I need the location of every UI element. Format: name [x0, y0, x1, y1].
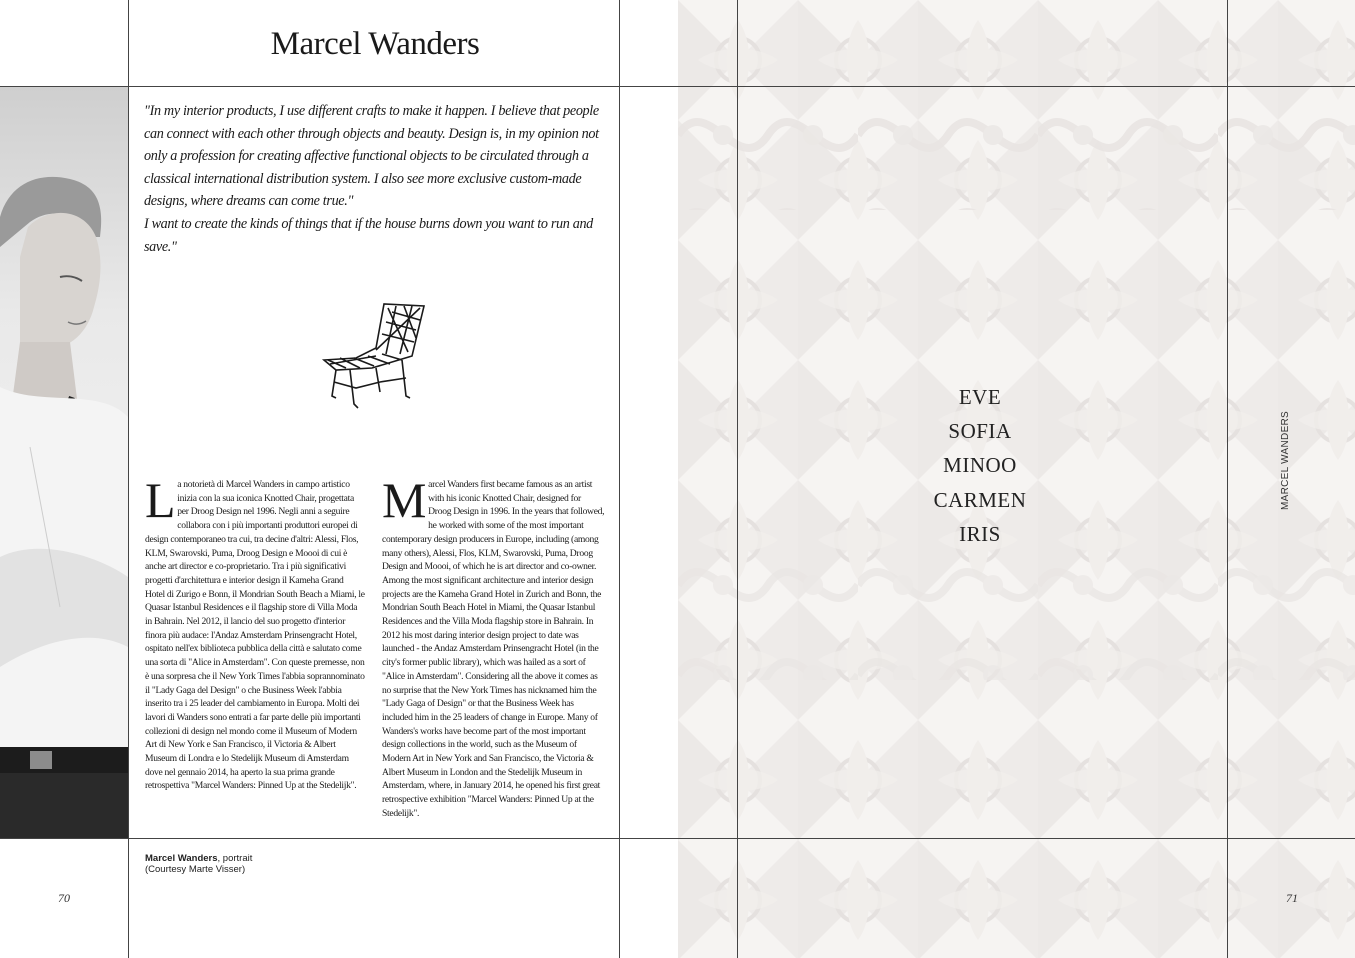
- product-name: IRIS: [959, 521, 1001, 546]
- product-name: SOFIA: [948, 419, 1012, 444]
- english-body-text: [382, 472, 605, 821]
- italian-dropcap: L: [145, 472, 176, 528]
- product-names-list: [905, 380, 1055, 551]
- left-page-number: 70: [58, 891, 70, 905]
- designer-quote: [144, 100, 614, 258]
- grid-line: [1227, 0, 1228, 958]
- italian-body-text: [145, 472, 365, 793]
- product-name: EVE: [958, 385, 1002, 409]
- right-page-number: 71: [1286, 891, 1298, 905]
- english-dropcap: M: [382, 472, 427, 528]
- caption-descriptor: , portrait: [217, 853, 253, 864]
- caption-credit: (Courtesy Marte Visser): [145, 864, 246, 875]
- portrait-illustration: [0, 87, 128, 838]
- grid-line: [619, 0, 620, 958]
- quote-paragraph: "In my interior products, I use different crafts to make it happen. I believe that people can connect with each other through objects and beauty. Design is, in my opinion not only a profession for creating affective functional objects to be circulated through a classical international distribution system. I also see more exclusive custom-made designs, where dreams can come true.": [144, 103, 599, 210]
- grid-line: [0, 838, 1355, 839]
- photo-caption: [145, 853, 252, 875]
- page-title: Marcel Wanders: [270, 26, 480, 62]
- product-name: CARMEN: [933, 487, 1027, 512]
- portrait-photo: [0, 87, 128, 838]
- caption-name: Marcel Wanders: [145, 853, 218, 864]
- grid-line: [0, 86, 1355, 87]
- vertical-running-head: MARCEL WANDERS: [1280, 410, 1291, 510]
- knotted-chair-image: [316, 298, 428, 416]
- grid-line: [737, 0, 738, 958]
- product-name: MINOO: [943, 453, 1017, 478]
- quote-paragraph: I want to create the kinds of things that if the house burns down you want to run and save.": [144, 215, 593, 255]
- grid-line: [128, 0, 129, 958]
- english-paragraph: arcel Wanders first became famous as an artist with his iconic Knotted Chair, designed for Droog Design in 1996. In the years that followed, he worked with some of the most important contemporary design producers in Europe, including (among many others), Alessi, Flos, KLM, Swarovski, Puma, Droog Design and Moooi, of which he is art director and co-owner. Among the most significant architecture and interior design projects are the Kameha Grand Hotel in Zurich and Bonn, the Mondrian South Beach Hotel in Miami, the Quasar Istanbul Residences and the Villa Moda flagship store in Bahrain. In 2012 his most daring interior design project to date was launched - the Andaz Amsterdam Prinsengracht Hotel (in the city's former public library), which was hailed as a sort of "Alice in Amsterdam". Considering all the above it comes as no surprise that the New York Times has nicknamed him the "Lady Gaga of Design" or that the Business Week has included him in the 25 leaders of change in Europe. Many of Wanders's works have become part of the most important design collections in the world, such as the Museum of Modern Art in New York and San Francisco, the Victoria & Albert Museum in London and the Stedelijk Museum in Amsterdam, where, in January 2014, he opened his first great retrospective exhibition "Marcel Wanders: Pinned Up at the Stedelijk".: [382, 479, 605, 819]
- italian-paragraph: a notorietà di Marcel Wanders in campo artistico inizia con la sua iconica Knotted Chair, progettata per Droog Design nel 1996. Negli anni a seguire collabora con i più importanti produttori europei di design contemporaneo tra cui, tra decine d'altri: Alessi, Flos, KLM, Swarovski, Puma, Droog Design e Moooi di cui è anche art director e co-proprietario. Tra i più significativi progetti d'architettura e interior design il Kameha Grand Hotel di Zurigo e Bonn, il Mondrian South Beach a Miami, le Quasar Istanbul Residences e il flagship store di Villa Moda in Bahrain. Nel 2012, il lancio del suo progetto d'interior finora più audace: l'Andaz Amsterdam Prinsengracht Hotel, ospitato nell'ex biblioteca pubblica della città e salutato come una sorta di "Alice in Amsterdam". Con queste premesse, non è una sorpresa che il New York Times l'abbia soprannominato il "Lady Gaga del Design" o che Business Week l'abbia inserito tra i 25 leader del cambiamento in Europa. Molti dei lavori di Wanders sono entrati a far parte delle più importanti collezioni di design nel mondo come il Museum of Modern Art di New York e San Francisco, il Victoria & Albert Museum di Londra e lo Stedelijk Museum di Amsterdam dove nel gennaio 2014, ha aperto la sua prima grande retrospettiva "Marcel Wanders: Pinned Up at the Stedelijk".: [145, 479, 365, 792]
